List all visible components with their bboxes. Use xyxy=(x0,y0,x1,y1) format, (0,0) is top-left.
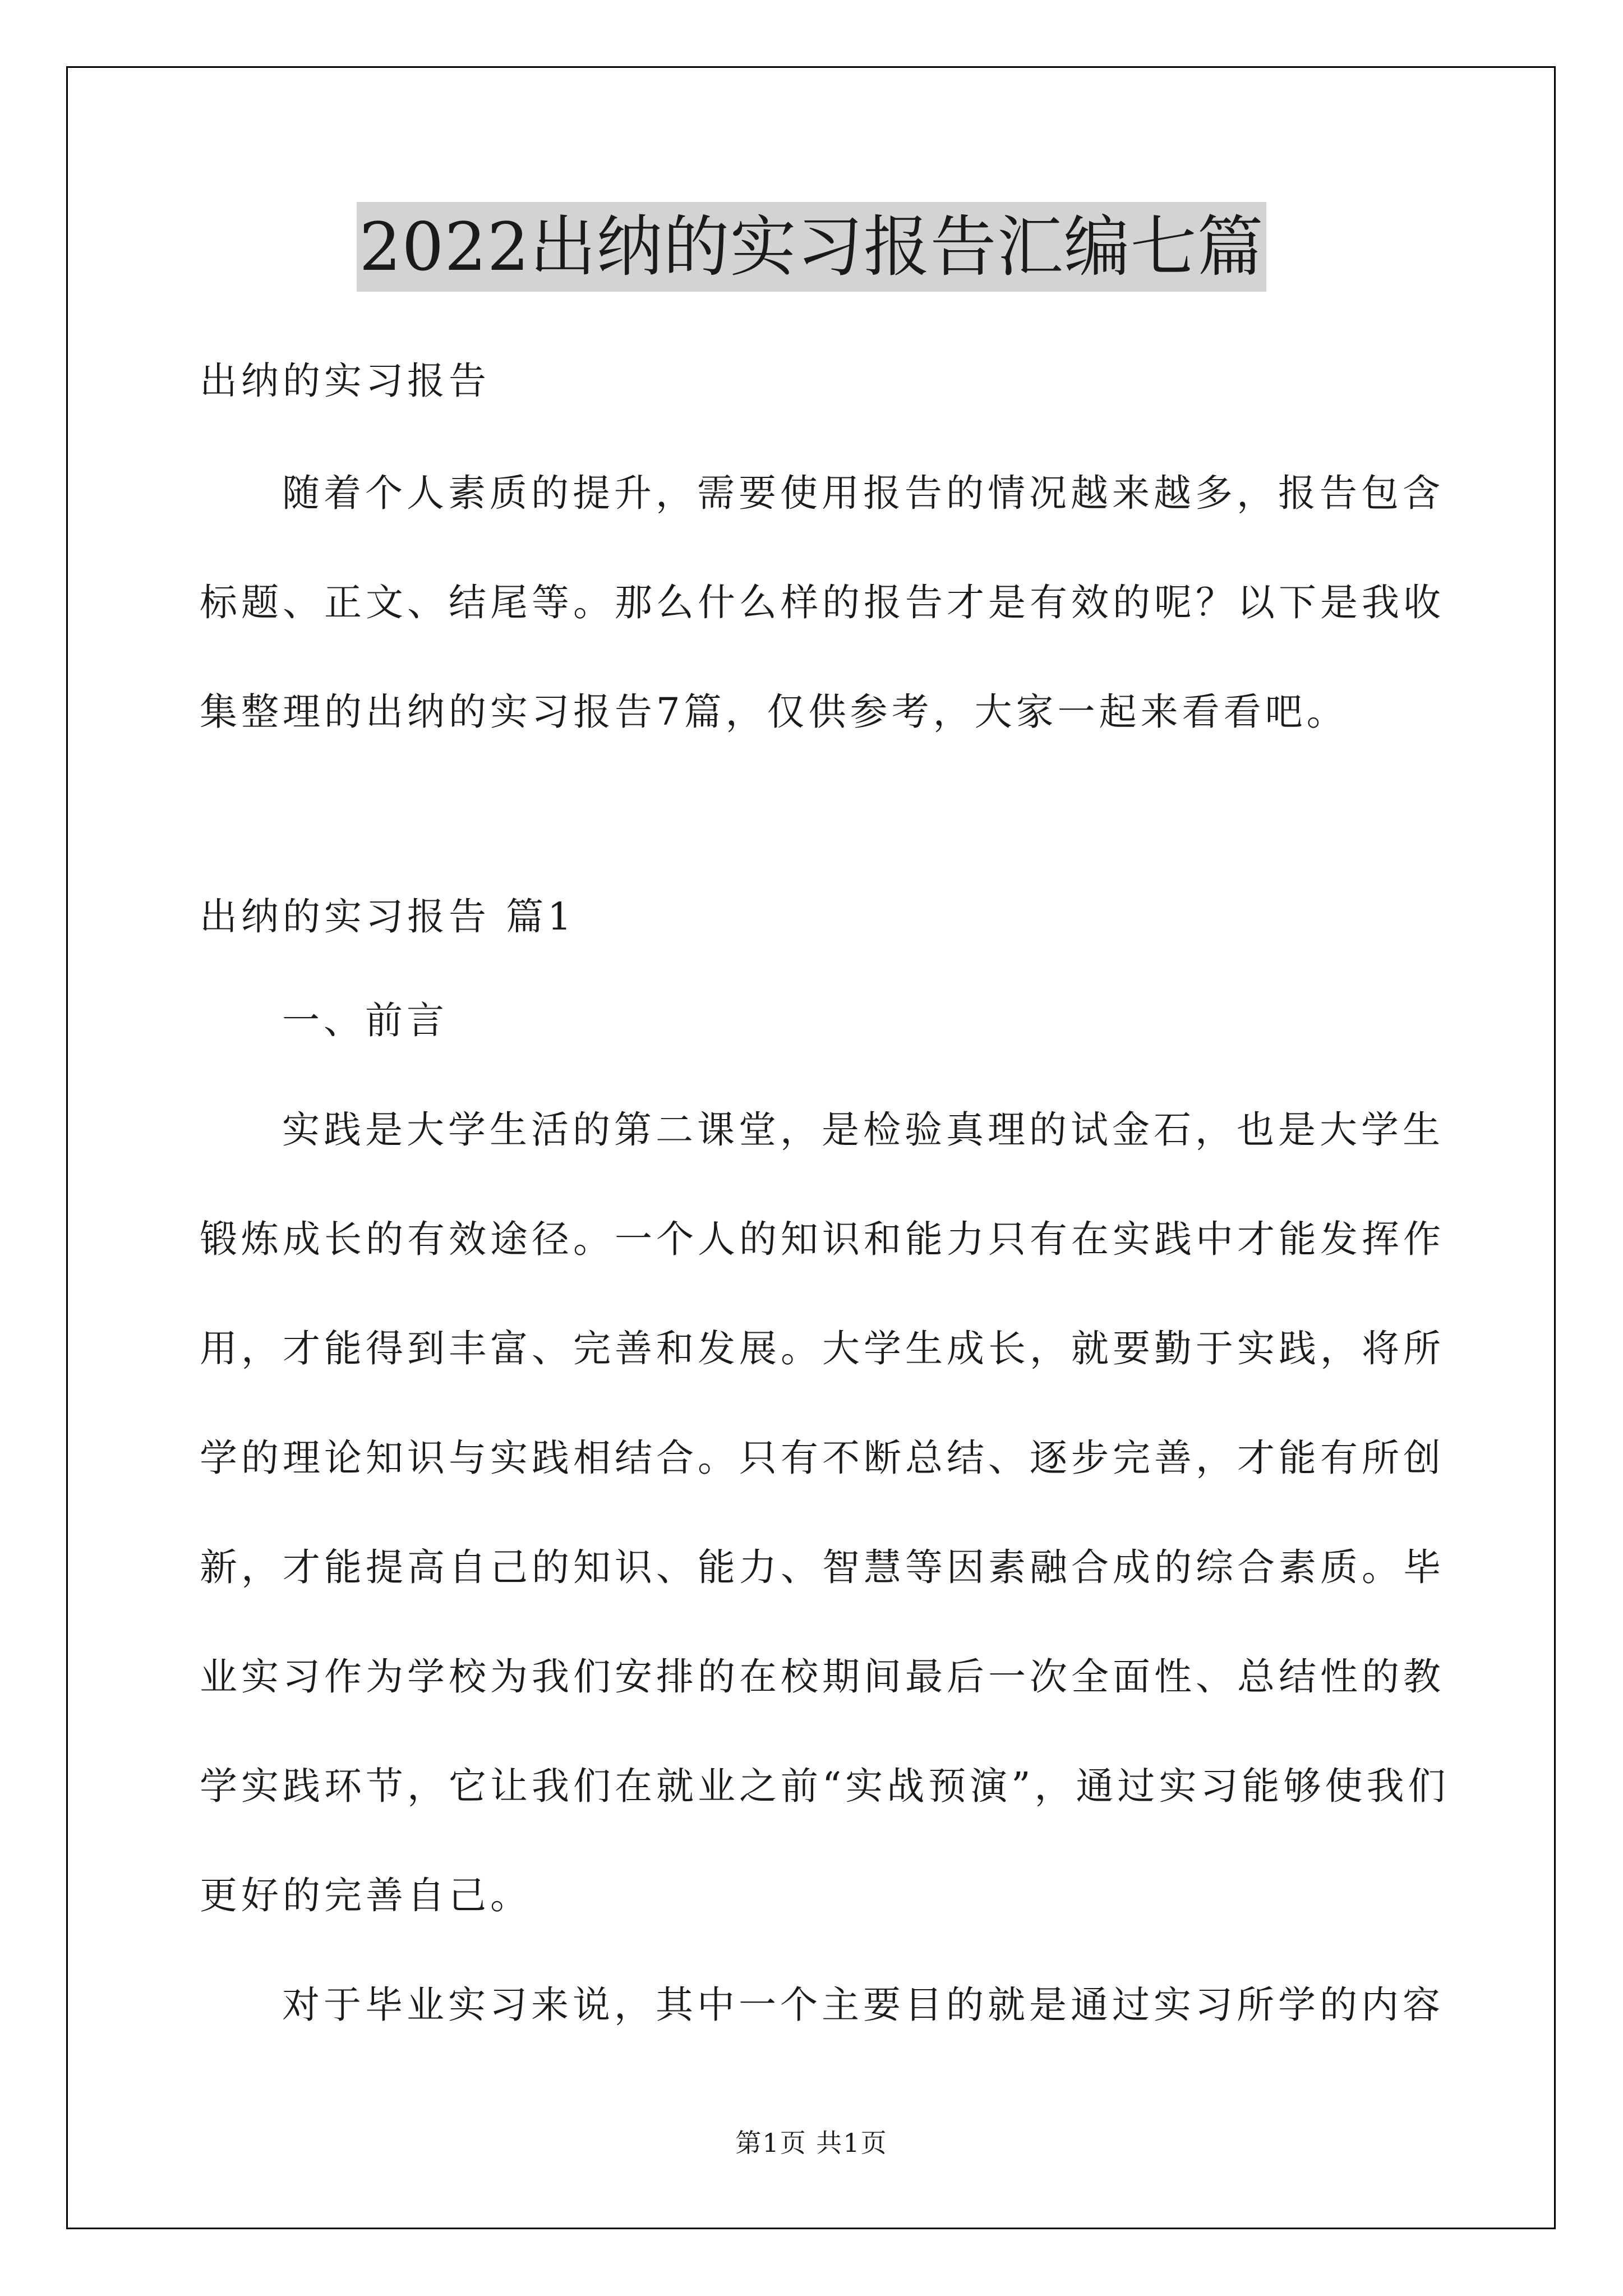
intro-heading: 出纳的实习报告 xyxy=(200,359,490,403)
intro-line: 标题、正文、结尾等。那么什么样的报告才是有效的呢？以下是我收 xyxy=(200,581,1445,624)
paragraph-line: 更好的完善自己。 xyxy=(200,1874,532,1917)
title-container xyxy=(0,202,1623,292)
paragraph-line: 用，才能得到丰富、完善和发展。大学生成长，就要勤于实践，将所 xyxy=(200,1327,1445,1370)
intro-line: 集整理的出纳的实习报告7篇，仅供参考，大家一起来看看吧。 xyxy=(200,690,1348,734)
intro-line: 随着个人素质的提升，需要使用报告的情况越来越多，报告包含 xyxy=(282,471,1444,515)
paragraph-line: 对于毕业实习来说，其中一个主要目的就是通过实习所学的内容 xyxy=(282,1983,1444,2027)
document-title: 2022出纳的实习报告汇编七篇 xyxy=(357,202,1266,292)
paragraph-line: 学实践环节，它让我们在就业之前“实战预演”，通过实习能够使我们 xyxy=(200,1764,1450,1808)
paragraph-line: 实践是大学生活的第二课堂，是检验真理的试金石，也是大学生 xyxy=(282,1108,1444,1152)
paragraph-line: 锻炼成长的有效途径。一个人的知识和能力只有在实践中才能发挥作 xyxy=(200,1217,1445,1261)
page-footer: 第1页 共1页 xyxy=(735,2128,888,2158)
subheading: 一、前言 xyxy=(282,999,448,1042)
section-heading: 出纳的实习报告 篇1 xyxy=(200,895,575,938)
paragraph-line: 新，才能提高自己的知识、能力、智慧等因素融合成的综合素质。毕 xyxy=(200,1545,1445,1589)
paragraph-line: 学的理论知识与实践相结合。只有不断总结、逐步完善，才能有所创 xyxy=(200,1436,1445,1480)
paragraph-line: 业实习作为学校为我们安排的在校期间最后一次全面性、总结性的教 xyxy=(200,1655,1445,1699)
